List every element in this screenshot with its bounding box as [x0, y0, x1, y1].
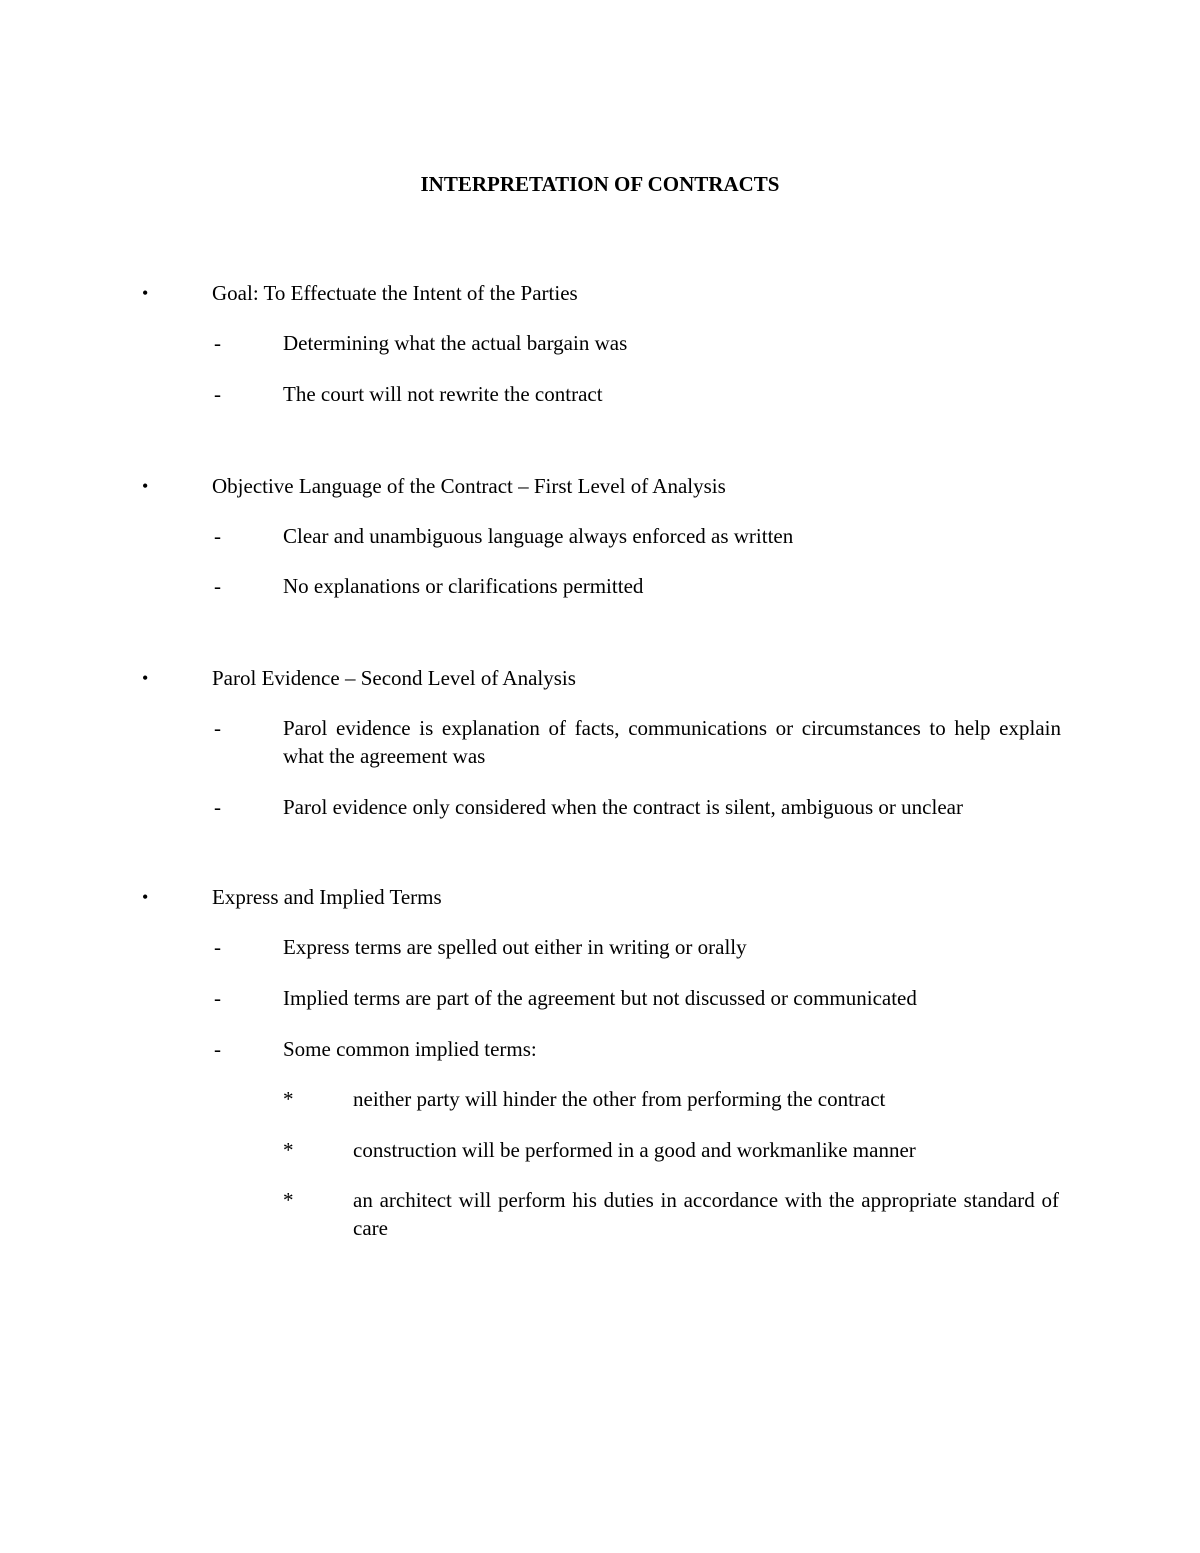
dash-marker: - [214, 935, 221, 959]
sub-list-item-text: construction will be performed in a good and workmanlike manner [353, 1138, 916, 1162]
dash-marker: - [214, 331, 221, 355]
list-item-text: Determining what the actual bargain was [283, 331, 628, 355]
list-item-text: Some common implied terms: [283, 1037, 537, 1061]
list-item-text: Parol evidence only considered when the contract is silent, ambiguous or unclear [283, 795, 963, 819]
dash-marker: - [214, 382, 221, 406]
section-heading-text: Parol Evidence – Second Level of Analysis [212, 666, 576, 690]
list-item-text: Express terms are spelled out either in writing or orally [283, 935, 747, 959]
asterisk-marker: * [283, 1188, 294, 1212]
section-heading-text: Express and Implied Terms [212, 885, 442, 909]
bullet-icon: • [142, 476, 149, 496]
list-item-text: The court will not rewrite the contract [283, 382, 603, 406]
list-item-text: No explanations or clarifications permitted [283, 574, 644, 598]
dash-marker: - [214, 986, 221, 1010]
list-item-text: Implied terms are part of the agreement but not discussed or communicated [283, 986, 917, 1010]
sub-list-item-text: neither party will hinder the other from performing the contract [353, 1087, 886, 1111]
section-heading-text: Objective Language of the Contract – First Level of Analysis [212, 474, 726, 498]
dash-marker: - [214, 524, 221, 548]
dash-marker: - [214, 795, 221, 819]
bullet-icon: • [142, 887, 149, 907]
page-title: INTERPRETATION OF CONTRACTS [420, 172, 780, 196]
sub-list-item-text: an architect will perform his duties in accordance with the appropriate standard of care [353, 1188, 1059, 1240]
list-item-text: Parol evidence is explanation of facts, communications or circumstances to help explain what the agreement was [283, 716, 1061, 768]
dash-marker: - [214, 716, 221, 740]
bullet-icon: • [142, 283, 149, 303]
asterisk-marker: * [283, 1138, 294, 1162]
dash-marker: - [214, 574, 221, 598]
bullet-icon: • [142, 668, 149, 688]
section-heading-text: Goal: To Effectuate the Intent of the Parties [212, 281, 578, 305]
dash-marker: - [214, 1037, 221, 1061]
asterisk-marker: * [283, 1087, 294, 1111]
list-item-text: Clear and unambiguous language always enforced as written [283, 524, 794, 548]
